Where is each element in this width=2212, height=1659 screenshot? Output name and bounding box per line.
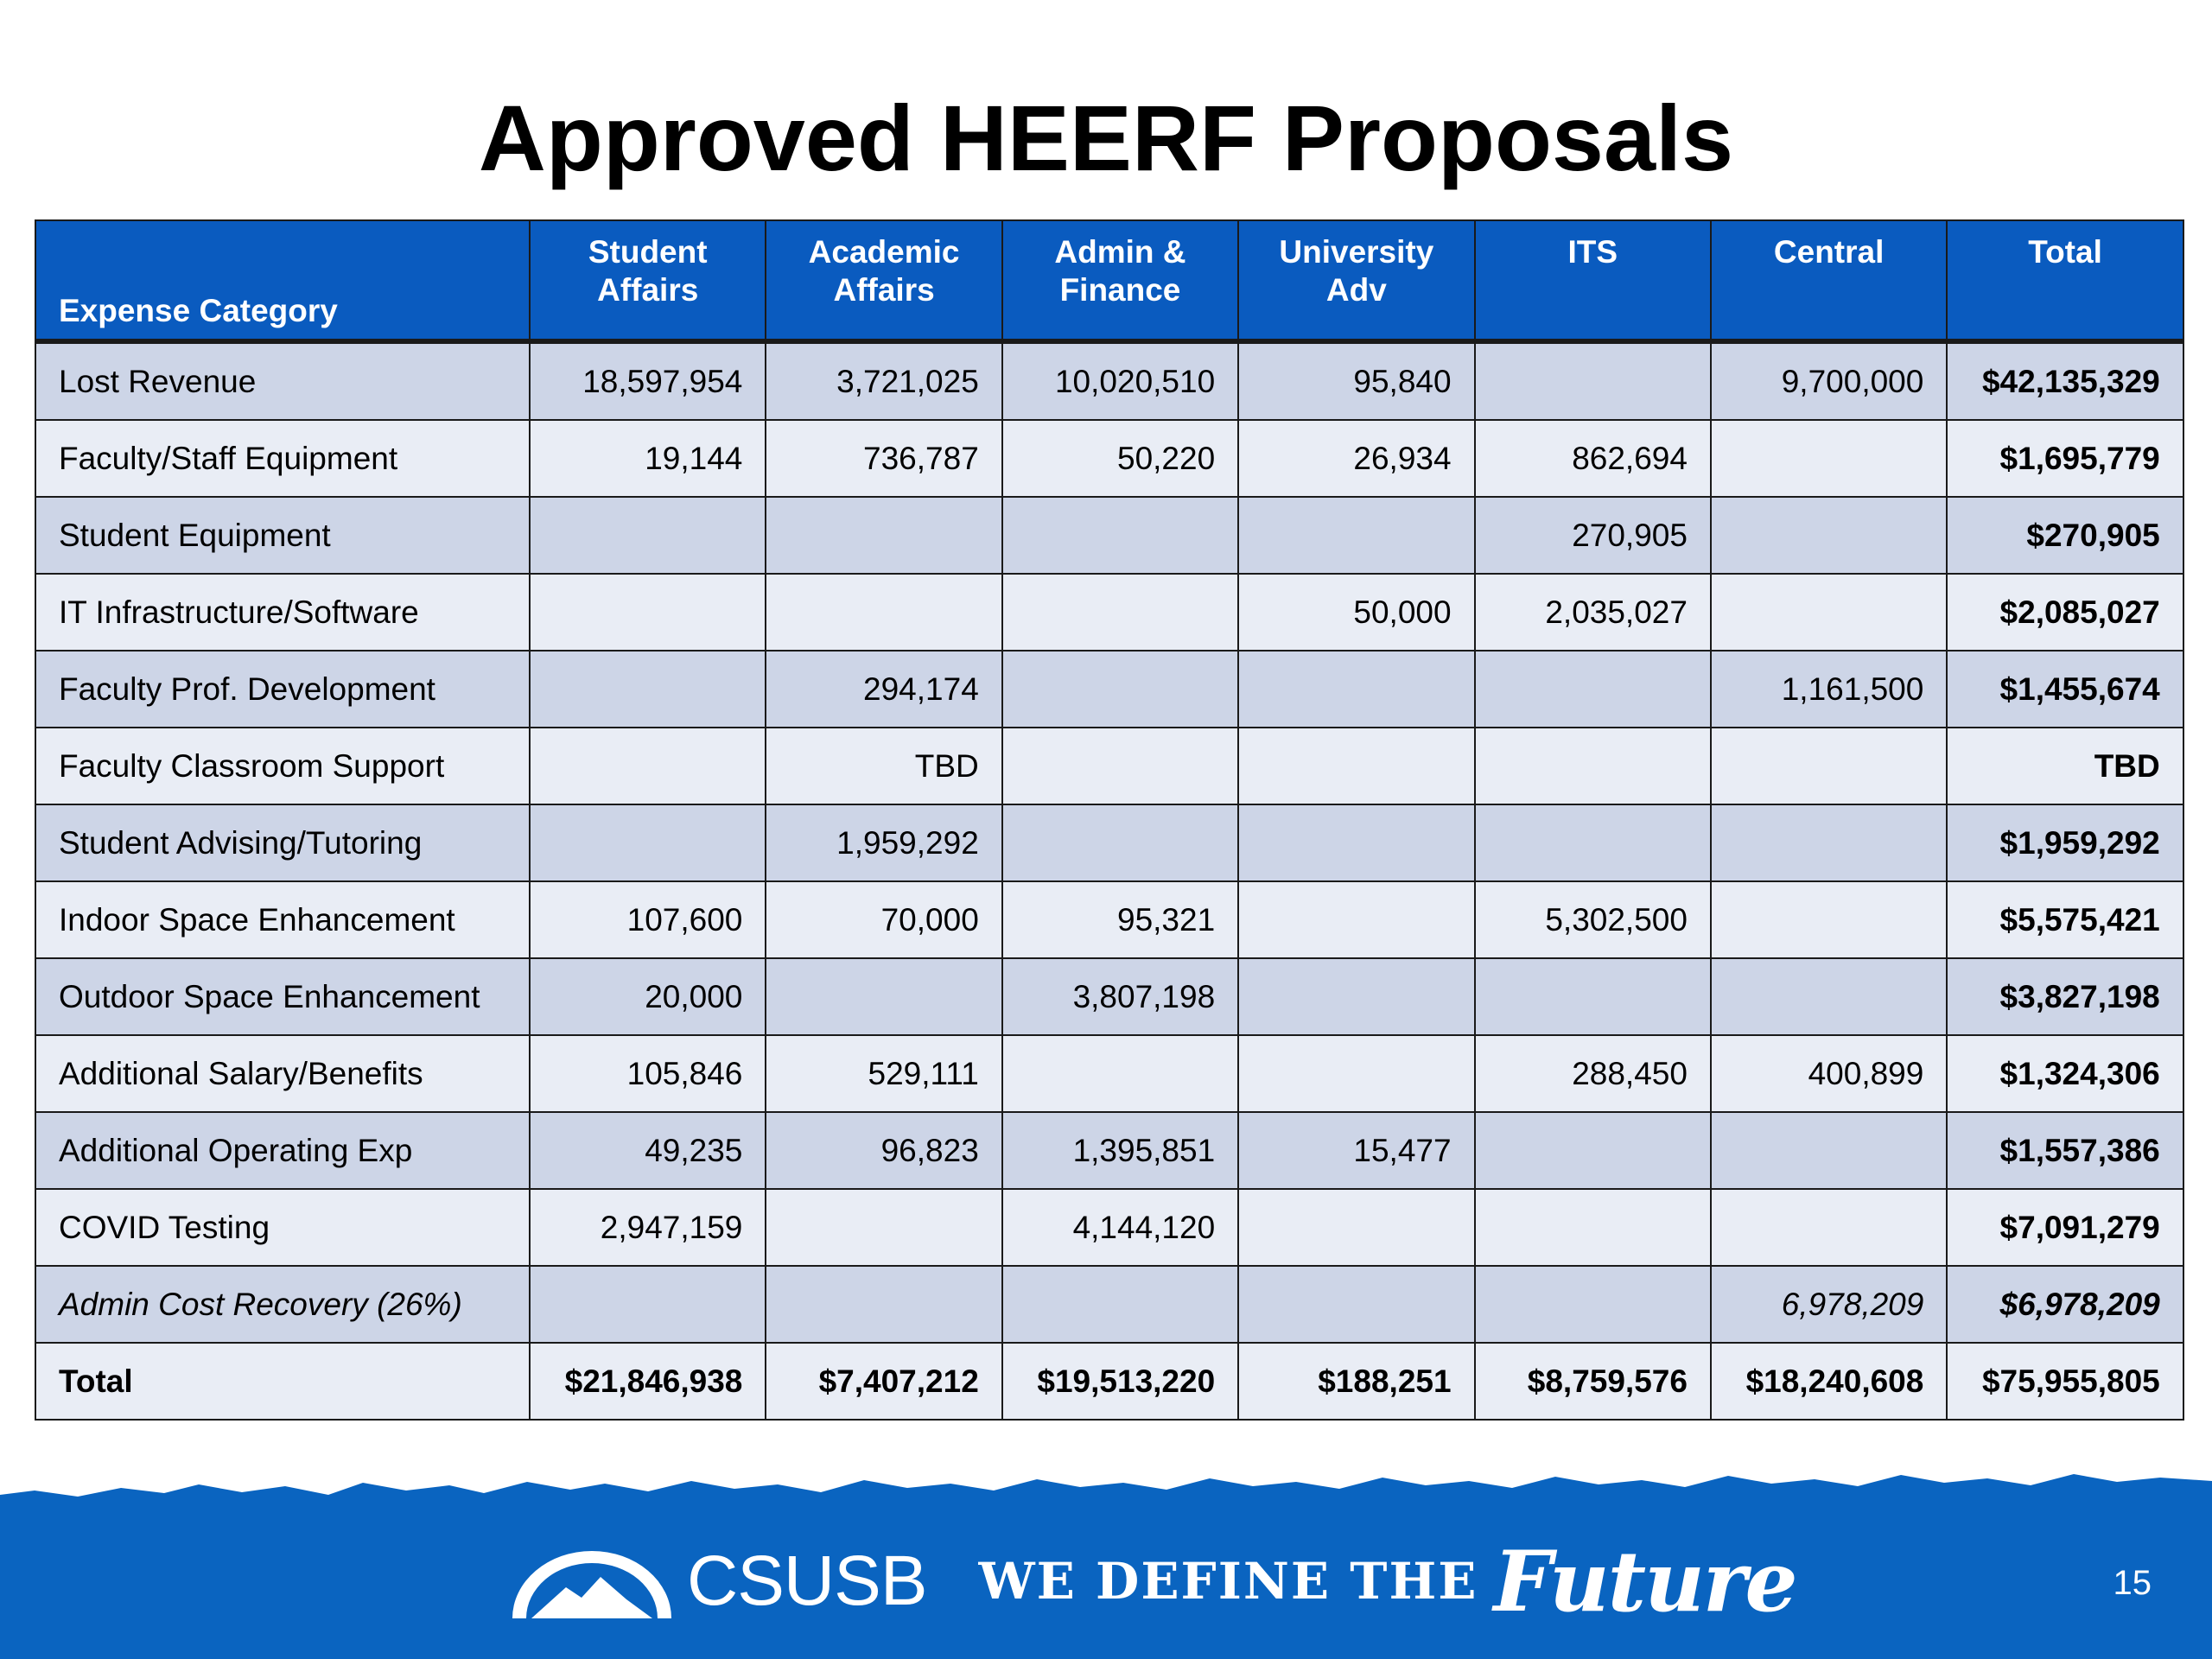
table-cell bbox=[766, 1189, 1001, 1266]
table-cell bbox=[1238, 497, 1474, 574]
table-cell bbox=[1711, 1189, 1947, 1266]
table-row bbox=[35, 1266, 2183, 1343]
mountain-arch-logo-icon bbox=[505, 1542, 678, 1620]
table-cell: 107,600 bbox=[530, 881, 766, 958]
table-cell: 105,846 bbox=[530, 1035, 766, 1112]
row-total: $1,695,779 bbox=[1947, 420, 2183, 497]
table-cell bbox=[1238, 958, 1474, 1035]
row-total: $7,091,279 bbox=[1947, 1189, 2183, 1266]
row-total: $6,978,209 bbox=[1947, 1266, 2183, 1343]
page-number: 15 bbox=[2113, 1564, 2152, 1602]
table-cell: 70,000 bbox=[766, 881, 1001, 958]
table-cell: 95,321 bbox=[1002, 881, 1238, 958]
column-total: $188,251 bbox=[1238, 1343, 1474, 1420]
tagline-script: Future bbox=[1493, 1532, 1796, 1630]
table-cell bbox=[530, 574, 766, 651]
row-total: $1,959,292 bbox=[1947, 804, 2183, 881]
table-cell bbox=[1238, 881, 1474, 958]
table-cell bbox=[1711, 958, 1947, 1035]
table-cell bbox=[1238, 804, 1474, 881]
table-cell: 2,947,159 bbox=[530, 1189, 766, 1266]
table-cell bbox=[1002, 651, 1238, 728]
row-category: IT Infrastructure/Software bbox=[35, 574, 530, 651]
table-cell: 96,823 bbox=[766, 1112, 1001, 1189]
table-cell bbox=[1711, 420, 1947, 497]
table-cell: 529,111 bbox=[766, 1035, 1001, 1112]
row-category: Student Advising/Tutoring bbox=[35, 804, 530, 881]
table-cell bbox=[1002, 728, 1238, 804]
table-cell: 294,174 bbox=[766, 651, 1001, 728]
table-row bbox=[35, 341, 2183, 420]
table-cell: 3,721,025 bbox=[766, 341, 1001, 420]
table-cell: 50,000 bbox=[1238, 574, 1474, 651]
totals-row bbox=[35, 1343, 2183, 1420]
row-total: $5,575,421 bbox=[1947, 881, 2183, 958]
table-cell bbox=[530, 497, 766, 574]
row-category: Faculty/Staff Equipment bbox=[35, 420, 530, 497]
column-total: $19,513,220 bbox=[1002, 1343, 1238, 1420]
totals-label: Total bbox=[35, 1343, 530, 1420]
column-total: $18,240,608 bbox=[1711, 1343, 1947, 1420]
table-row bbox=[35, 881, 2183, 958]
table-row bbox=[35, 804, 2183, 881]
table-cell bbox=[1475, 651, 1711, 728]
table-cell bbox=[1002, 574, 1238, 651]
table-row bbox=[35, 728, 2183, 804]
table-cell: 26,934 bbox=[1238, 420, 1474, 497]
table-cell: 4,144,120 bbox=[1002, 1189, 1238, 1266]
table-cell: 15,477 bbox=[1238, 1112, 1474, 1189]
column-header: Total bbox=[1947, 220, 2183, 341]
row-category: Indoor Space Enhancement bbox=[35, 881, 530, 958]
table-cell bbox=[1475, 1266, 1711, 1343]
row-total: $3,827,198 bbox=[1947, 958, 2183, 1035]
table-cell bbox=[1711, 881, 1947, 958]
table-row bbox=[35, 651, 2183, 728]
table-cell: 862,694 bbox=[1475, 420, 1711, 497]
row-category: Additional Salary/Benefits bbox=[35, 1035, 530, 1112]
column-header: University Adv bbox=[1238, 220, 1474, 341]
header-expense-category: Expense Category bbox=[35, 220, 530, 341]
table-cell: 270,905 bbox=[1475, 497, 1711, 574]
row-total: $42,135,329 bbox=[1947, 341, 2183, 420]
table-cell bbox=[1002, 497, 1238, 574]
column-total: $8,759,576 bbox=[1475, 1343, 1711, 1420]
table-cell: 6,978,209 bbox=[1711, 1266, 1947, 1343]
row-total: $1,557,386 bbox=[1947, 1112, 2183, 1189]
table-header-row bbox=[35, 220, 2183, 341]
table-cell: 49,235 bbox=[530, 1112, 766, 1189]
table-cell bbox=[1711, 804, 1947, 881]
table-row bbox=[35, 1112, 2183, 1189]
table-cell: 10,020,510 bbox=[1002, 341, 1238, 420]
column-total: $21,846,938 bbox=[530, 1343, 766, 1420]
table-cell: 736,787 bbox=[766, 420, 1001, 497]
table-cell bbox=[1475, 1189, 1711, 1266]
grand-total: $75,955,805 bbox=[1947, 1343, 2183, 1420]
table-cell bbox=[1711, 1112, 1947, 1189]
table-cell: 1,161,500 bbox=[1711, 651, 1947, 728]
table-cell bbox=[1475, 341, 1711, 420]
table-row bbox=[35, 1189, 2183, 1266]
table-cell bbox=[1475, 1112, 1711, 1189]
table-cell bbox=[1002, 1266, 1238, 1343]
csusb-logo bbox=[505, 1529, 1796, 1633]
footer-band bbox=[0, 1443, 2212, 1659]
row-category: COVID Testing bbox=[35, 1189, 530, 1266]
table-cell: 3,807,198 bbox=[1002, 958, 1238, 1035]
table-row bbox=[35, 1035, 2183, 1112]
proposals-table bbox=[35, 219, 2184, 1421]
table-row bbox=[35, 574, 2183, 651]
table-cell bbox=[1002, 1035, 1238, 1112]
slide-title: Approved HEERF Proposals bbox=[478, 86, 1734, 190]
table-cell bbox=[1238, 728, 1474, 804]
table-cell bbox=[1711, 574, 1947, 651]
table-cell bbox=[530, 651, 766, 728]
row-total: $2,085,027 bbox=[1947, 574, 2183, 651]
column-header: ITS bbox=[1475, 220, 1711, 341]
table-row bbox=[35, 958, 2183, 1035]
table-cell: 9,700,000 bbox=[1711, 341, 1947, 420]
table-cell bbox=[1475, 728, 1711, 804]
table-cell bbox=[1711, 728, 1947, 804]
table-cell bbox=[766, 1266, 1001, 1343]
row-category: Lost Revenue bbox=[35, 341, 530, 420]
table-cell: 19,144 bbox=[530, 420, 766, 497]
column-header: Central bbox=[1711, 220, 1947, 341]
table-cell: 20,000 bbox=[530, 958, 766, 1035]
table-cell: 400,899 bbox=[1711, 1035, 1947, 1112]
table-cell bbox=[1475, 958, 1711, 1035]
column-total: $7,407,212 bbox=[766, 1343, 1001, 1420]
table-cell bbox=[766, 497, 1001, 574]
table-cell bbox=[766, 574, 1001, 651]
table-cell: 95,840 bbox=[1238, 341, 1474, 420]
row-category: Faculty Prof. Development bbox=[35, 651, 530, 728]
table-cell: 2,035,027 bbox=[1475, 574, 1711, 651]
row-total: $270,905 bbox=[1947, 497, 2183, 574]
table-cell: TBD bbox=[766, 728, 1001, 804]
table-cell bbox=[1238, 1035, 1474, 1112]
row-category: Admin Cost Recovery (26%) bbox=[35, 1266, 530, 1343]
column-header: Admin & Finance bbox=[1002, 220, 1238, 341]
row-category: Outdoor Space Enhancement bbox=[35, 958, 530, 1035]
table-cell bbox=[1475, 804, 1711, 881]
table-cell bbox=[530, 804, 766, 881]
table-cell: 50,220 bbox=[1002, 420, 1238, 497]
row-total: $1,455,674 bbox=[1947, 651, 2183, 728]
table-cell bbox=[1238, 651, 1474, 728]
table-cell: 288,450 bbox=[1475, 1035, 1711, 1112]
row-total: $1,324,306 bbox=[1947, 1035, 2183, 1112]
table-cell bbox=[1711, 497, 1947, 574]
table-cell bbox=[530, 1266, 766, 1343]
row-total: TBD bbox=[1947, 728, 2183, 804]
row-category: Faculty Classroom Support bbox=[35, 728, 530, 804]
table-cell bbox=[1238, 1266, 1474, 1343]
table-row bbox=[35, 497, 2183, 574]
table-cell: 5,302,500 bbox=[1475, 881, 1711, 958]
column-header: Student Affairs bbox=[530, 220, 766, 341]
table-cell: 18,597,954 bbox=[530, 341, 766, 420]
logo-wordmark: CSUSB bbox=[687, 1541, 927, 1620]
tagline: WE DEFINE THE bbox=[978, 1552, 1478, 1611]
row-category: Student Equipment bbox=[35, 497, 530, 574]
table-cell bbox=[1238, 1189, 1474, 1266]
column-header: Academic Affairs bbox=[766, 220, 1001, 341]
table-cell: 1,395,851 bbox=[1002, 1112, 1238, 1189]
table-cell bbox=[766, 958, 1001, 1035]
table-cell bbox=[530, 728, 766, 804]
table-row bbox=[35, 420, 2183, 497]
table-cell: 1,959,292 bbox=[766, 804, 1001, 881]
row-category: Additional Operating Exp bbox=[35, 1112, 530, 1189]
table-cell bbox=[1002, 804, 1238, 881]
